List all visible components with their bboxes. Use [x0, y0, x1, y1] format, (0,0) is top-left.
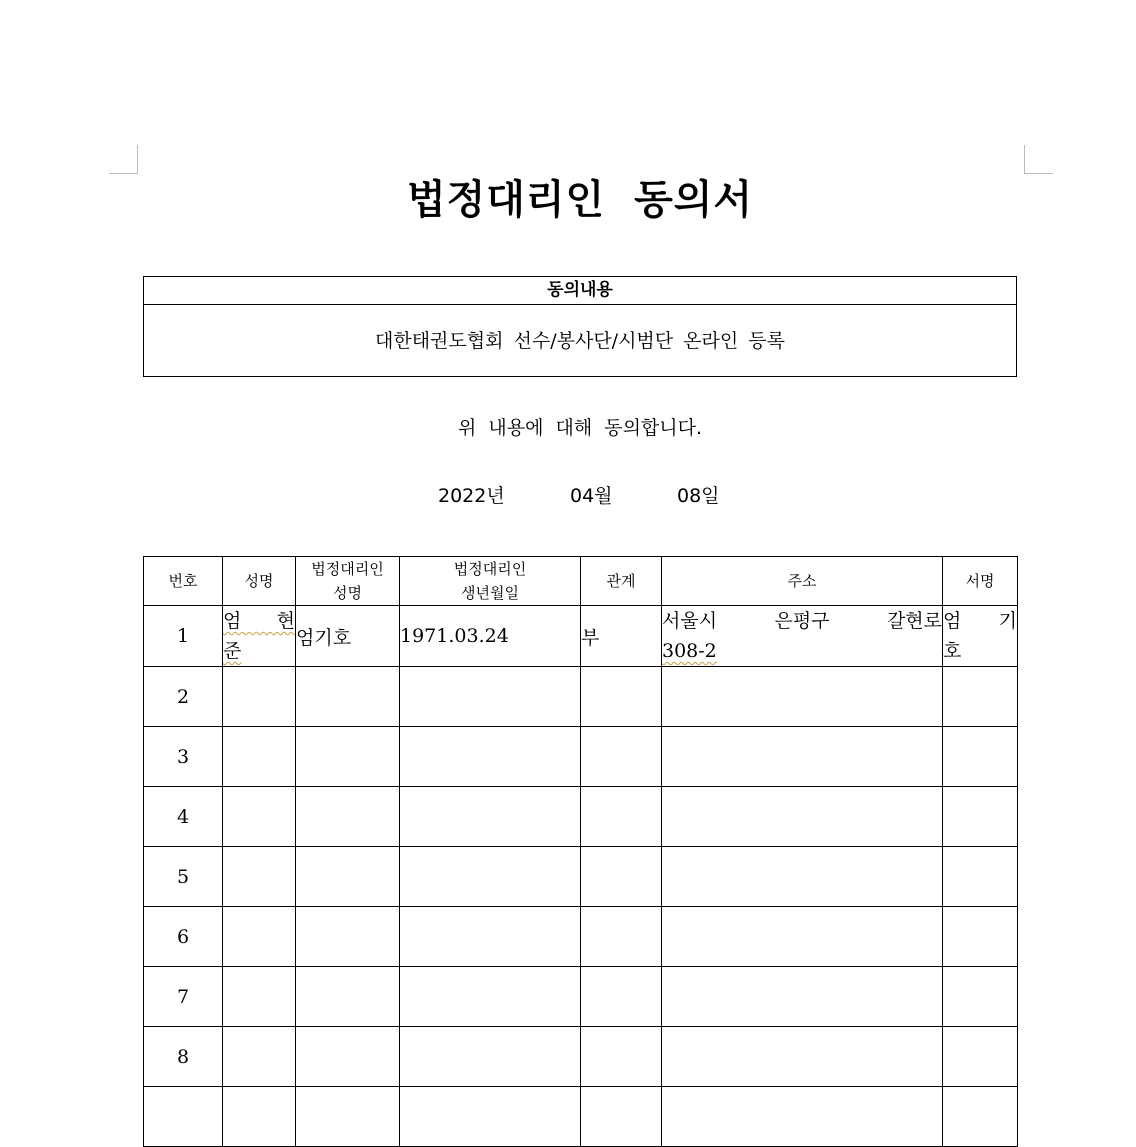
row-name-line2 [223, 636, 295, 666]
header-no: 번호 [144, 557, 223, 606]
row-signature-line1: 엄 기 [943, 610, 1017, 632]
row-number: 6 [144, 907, 223, 967]
table-row [144, 787, 1018, 847]
row-name-line1: 엄 현 [223, 610, 295, 632]
row-relation [581, 847, 662, 907]
table-row [144, 847, 1018, 907]
row-name [223, 1087, 296, 1147]
row-address [662, 606, 943, 667]
table-row [144, 606, 1018, 667]
row-address [662, 667, 943, 727]
header-guardian-birth [400, 557, 581, 606]
row-guardian-name [296, 907, 400, 967]
row-relation [581, 1087, 662, 1147]
row-relation [581, 1027, 662, 1087]
table-row [144, 1027, 1018, 1087]
row-guardian-name [296, 847, 400, 907]
guardian-table [143, 556, 1018, 1147]
row-name [223, 606, 296, 667]
row-relation [581, 727, 662, 787]
row-number: 4 [144, 787, 223, 847]
document-title: 법정대리인 동의서 [406, 177, 754, 223]
date-month: 04월 [570, 485, 613, 507]
table-row [144, 967, 1018, 1027]
row-name [223, 907, 296, 967]
table-row [144, 1087, 1018, 1147]
header-name: 성명 [223, 557, 296, 606]
row-relation [581, 667, 662, 727]
row-address [662, 1027, 943, 1087]
row-signature [943, 907, 1018, 967]
row-signature [943, 1087, 1018, 1147]
row-number: 3 [144, 727, 223, 787]
header-guardian-birth-line2: 생년월일 [461, 584, 519, 602]
row-guardian-name [296, 1087, 400, 1147]
row-guardian-birth [400, 667, 581, 727]
row-name [223, 727, 296, 787]
header-guardian-name [296, 557, 400, 606]
row-number: 8 [144, 1027, 223, 1087]
row-guardian-name: 엄기호 [296, 606, 400, 667]
row-name [223, 667, 296, 727]
row-guardian-birth [400, 1087, 581, 1147]
date-day: 08일 [677, 485, 720, 507]
row-guardian-name [296, 787, 400, 847]
row-name [223, 787, 296, 847]
row-address [662, 787, 943, 847]
row-name [223, 967, 296, 1027]
row-signature [943, 847, 1018, 907]
header-guardian-name-line2: 성명 [333, 584, 362, 602]
row-name-line2-text: 준 [223, 640, 242, 662]
row-address-line2-text: 308-2 [662, 640, 717, 662]
row-relation [581, 907, 662, 967]
row-signature [943, 667, 1018, 727]
table-row [144, 907, 1018, 967]
consent-header: 동의내용 [144, 277, 1016, 305]
row-number [144, 1087, 223, 1147]
row-signature [943, 1027, 1018, 1087]
header-guardian-name-line1: 법정대리인 [311, 560, 384, 578]
row-guardian-name [296, 967, 400, 1027]
row-address [662, 847, 943, 907]
row-relation [581, 967, 662, 1027]
row-number: 2 [144, 667, 223, 727]
row-address [662, 967, 943, 1027]
header-guardian-birth-line1: 법정대리인 [453, 560, 527, 578]
row-guardian-name [296, 1027, 400, 1087]
consent-box [143, 276, 1017, 377]
row-name [223, 847, 296, 907]
row-signature [943, 606, 1018, 667]
row-number: 7 [144, 967, 223, 1027]
row-number: 1 [144, 606, 223, 667]
row-relation: 부 [581, 606, 662, 667]
row-signature [943, 967, 1018, 1027]
row-number: 5 [144, 847, 223, 907]
row-signature [943, 727, 1018, 787]
table-row [144, 727, 1018, 787]
header-signature: 서명 [943, 557, 1018, 606]
row-address-line1: 서울시 은평구 갈현로 [662, 610, 942, 632]
row-address [662, 907, 943, 967]
row-guardian-birth [400, 1027, 581, 1087]
row-guardian-birth [400, 967, 581, 1027]
header-address: 주소 [662, 557, 943, 606]
row-address-line2 [662, 636, 942, 666]
row-guardian-birth: 1971.03.24 [400, 606, 581, 667]
row-guardian-birth [400, 787, 581, 847]
row-address [662, 727, 943, 787]
date-year: 2022년 [438, 485, 505, 507]
table-row [144, 667, 1018, 727]
row-guardian-birth [400, 847, 581, 907]
row-name [223, 1027, 296, 1087]
consent-content: 대한태권도협회 선수/봉사단/시범단 온라인 등록 [374, 330, 785, 352]
row-signature [943, 787, 1018, 847]
row-address [662, 1087, 943, 1147]
row-signature-line2: 호 [943, 640, 962, 662]
row-guardian-birth [400, 907, 581, 967]
row-guardian-birth [400, 727, 581, 787]
table-header-row [144, 557, 1018, 606]
row-guardian-name [296, 667, 400, 727]
agreement-statement: 위 내용에 대해 동의합니다. [457, 417, 703, 439]
row-relation [581, 787, 662, 847]
row-guardian-name [296, 727, 400, 787]
header-relation: 관계 [581, 557, 662, 606]
